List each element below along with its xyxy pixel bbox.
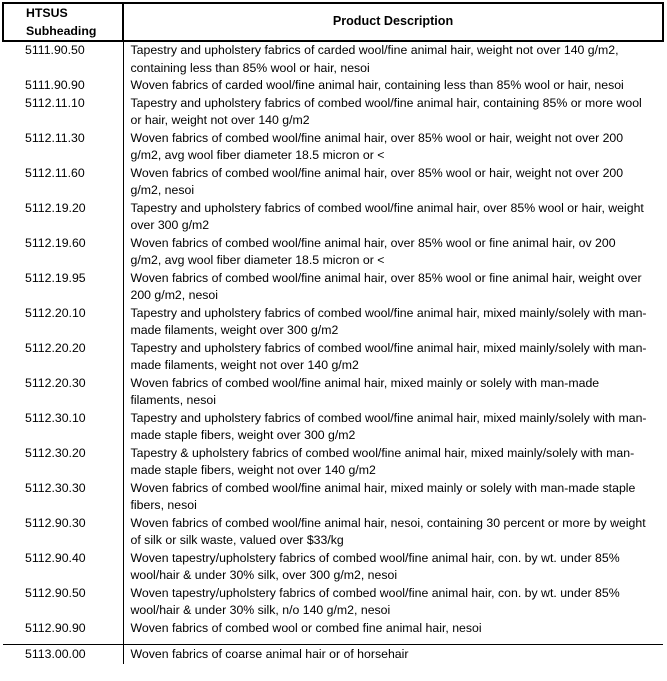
description-cell: Woven fabrics of combed wool/fine animal hair, nesoi, containing 30 percent or more by weight of silk or silk waste, valued over $33/kg (130, 515, 646, 547)
table-row (3, 645, 663, 664)
table-row (3, 77, 663, 95)
description-cell: Woven fabrics of combed wool/fine animal hair, over 85% wool or fine animal hair, ov 200 g/m2, avg wool fiber diameter 18.5 micron or < (130, 235, 616, 267)
htsus-code-cell: 5112.19.60 (3, 235, 123, 270)
description-cell: Tapestry & upholstery fabrics of combed wool/fine animal hair, mixed mainly/solely with man-made staple fibers, weight not over 140 g/m2 (130, 445, 635, 477)
column-header-htsus-subheading: HTSUS Subheading (3, 3, 123, 41)
description-cell: Woven fabrics of combed wool/fine animal hair, over 85% wool or hair, weight not over 200 g/m2, nesoi (130, 165, 624, 197)
table-body (3, 41, 663, 664)
htsus-table (2, 2, 664, 664)
htsus-code-cell: 5112.11.10 (3, 95, 123, 130)
htsus-code-cell: 5112.90.90 (3, 620, 123, 645)
description-cell: Woven fabrics of combed wool/fine animal hair, over 85% wool or fine animal hair, weight over 200 g/m2, nesoi (130, 270, 642, 302)
description-cell: Tapestry and upholstery fabrics of combed wool/fine animal hair, over 85% wool or hair, weight over 300 g/m2 (130, 200, 644, 232)
table-header (3, 3, 663, 41)
table-row (3, 41, 663, 77)
table-row (3, 235, 663, 270)
description-cell: Tapestry and upholstery fabrics of combed wool/fine animal hair, mixed mainly/solely with man-made filaments, weight not over 140 g/m2 (130, 340, 647, 372)
table-row (3, 165, 663, 200)
column-header-product-description: Product Description (123, 3, 663, 41)
description-cell: Woven fabrics of coarse animal hair or of horsehair (130, 647, 409, 661)
description-cell: Woven fabrics of combed wool/fine animal hair, mixed mainly or solely with man-made filaments, nesoi (130, 375, 600, 407)
table-row (3, 550, 663, 585)
htsus-code-cell: 5112.20.20 (3, 340, 123, 375)
description-cell: Woven fabrics of combed wool or combed fine animal hair, nesoi (123, 620, 663, 645)
description-cell: Woven fabrics of combed wool/fine animal hair, over 85% wool or hair, weight not over 200 g/m2, avg wool fiber diameter 18.5 micron or < (130, 130, 624, 162)
table-row (3, 480, 663, 515)
table-row (3, 270, 663, 305)
htsus-code-cell: 5112.30.30 (3, 480, 123, 515)
table-row (3, 410, 663, 445)
description-cell: Tapestry and upholstery fabrics of carded wool/fine animal hair, weight not over 140 g/m2, containing less than 85% wool or hair, nesoi (130, 43, 619, 75)
htsus-code-cell: 5111.90.90 (3, 77, 123, 95)
htsus-code-cell: 5113.00.00 (3, 645, 123, 664)
htsus-code-cell: 5112.20.10 (3, 305, 123, 340)
description-cell: Woven tapestry/upholstery fabrics of combed wool/fine animal hair, con. by wt. under 85% wool/hair & under 30% silk, n/o 140 g/m2, nesoi (130, 585, 620, 617)
header-row (3, 3, 663, 41)
htsus-code-cell: 5112.20.30 (3, 375, 123, 410)
table-row (3, 375, 663, 410)
htsus-code-cell: 5112.19.95 (3, 270, 123, 305)
htsus-code-cell: 5112.30.10 (3, 410, 123, 445)
table-row (3, 95, 663, 130)
description-cell: Tapestry and upholstery fabrics of combed wool/fine animal hair, mixed mainly/solely with man-made staple fibers, weight over 300 g/m2 (130, 410, 647, 442)
htsus-code-cell: 5112.90.30 (3, 515, 123, 550)
table-row (3, 340, 663, 375)
table-row (3, 130, 663, 165)
description-cell: Tapestry and upholstery fabrics of combed wool/fine animal hair, containing 85% or more wool or hair, weight not over 140 g/m2 (130, 95, 642, 127)
description-cell: Woven fabrics of carded wool/fine animal hair, containing less than 85% wool or hair, nesoi (130, 78, 624, 92)
htsus-code-cell: 5111.90.50 (3, 41, 123, 77)
table-row (3, 620, 663, 645)
description-cell: Tapestry and upholstery fabrics of combed wool/fine animal hair, mixed mainly/solely with man-made filaments, weight over 300 g/m2 (130, 305, 647, 337)
htsus-code-cell: 5112.90.40 (3, 550, 123, 585)
table-row (3, 515, 663, 550)
table-row (3, 200, 663, 235)
htsus-code-cell: 5112.30.20 (3, 445, 123, 480)
description-cell: Woven fabrics of combed wool/fine animal hair, mixed mainly or solely with man-made staple fibers, nesoi (130, 480, 636, 512)
table-row (3, 585, 663, 620)
htsus-code-cell: 5112.11.60 (3, 165, 123, 200)
htsus-code-cell: 5112.11.30 (3, 130, 123, 165)
htsus-code-cell: 5112.19.20 (3, 200, 123, 235)
table-row (3, 445, 663, 480)
table-row (3, 305, 663, 340)
htsus-code-cell: 5112.90.50 (3, 585, 123, 620)
description-cell: Woven tapestry/upholstery fabrics of combed wool/fine animal hair, con. by wt. under 85% wool/hair & under 30% silk, over 300 g/m2, nesoi (130, 550, 620, 582)
